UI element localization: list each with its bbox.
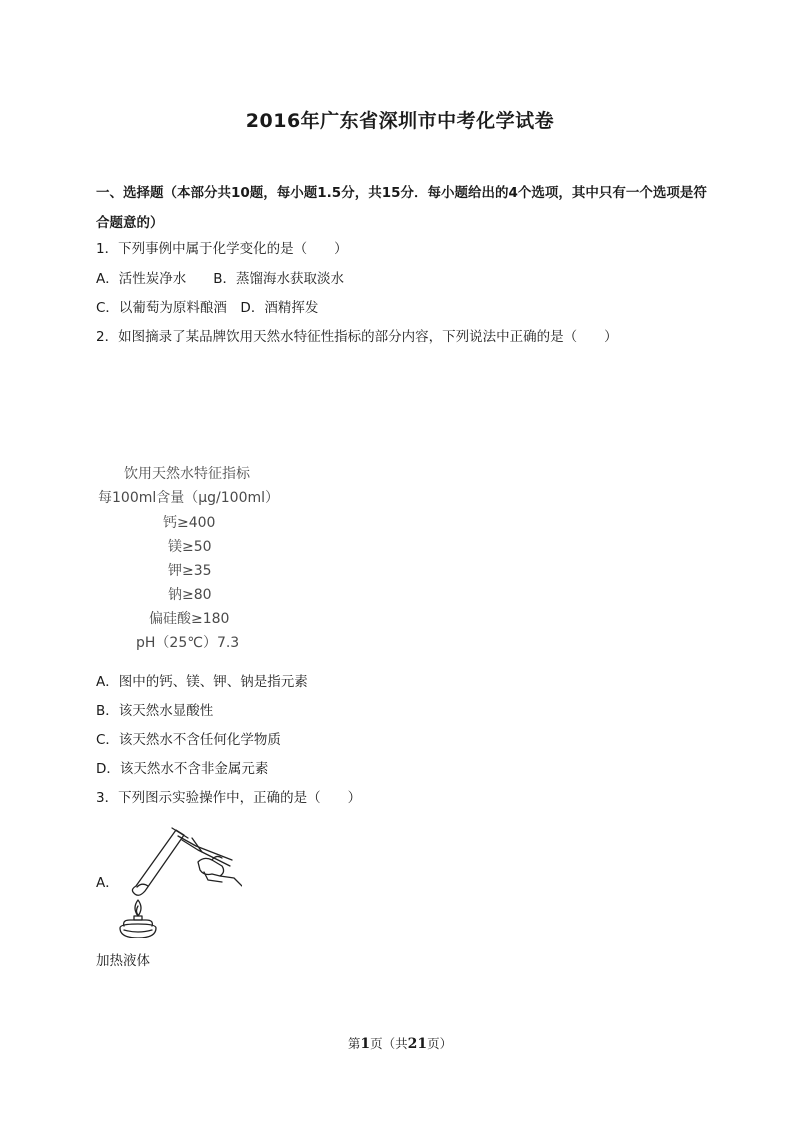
water-label-calcium: 钙≥400 <box>163 515 216 531</box>
question-1-options-ab: A．活性炭净水 B．蒸馏海水获取淡水 <box>96 271 344 287</box>
water-label-metasilicic: 偏硅酸≥180 <box>149 611 230 627</box>
question-1-stem: 1．下列事例中属于化学变化的是（ ） <box>96 241 348 257</box>
footer-page-number: 1 <box>360 1036 371 1052</box>
heating-liquid-illustration <box>112 816 242 938</box>
question-1-options-cd: C．以葡萄为原料酿酒 D．酒精挥发 <box>96 300 319 316</box>
question-3-option-a-caption: 加热液体 <box>96 953 150 969</box>
page-title: 2016年广东省深圳市中考化学试卷 <box>245 110 555 132</box>
page-footer <box>0 1034 800 1052</box>
question-3-option-a-label: A． <box>96 875 119 891</box>
question-2-option-c: C．该天然水不含任何化学物质 <box>96 732 281 748</box>
water-label-title: 饮用天然水特征指标 <box>124 466 250 482</box>
question-2-option-a: A．图中的钙、镁、钾、钠是指元素 <box>96 674 308 690</box>
water-label-potassium: 钾≥35 <box>168 563 212 579</box>
footer-suffix: 页） <box>427 1036 453 1051</box>
footer-prefix: 第 <box>347 1036 361 1051</box>
water-label-sodium: 钠≥80 <box>168 587 212 603</box>
question-2-stem: 2．如图摘录了某品牌饮用天然水特征性指标的部分内容，下列说法中正确的是（ ） <box>96 329 618 345</box>
water-label-unit: 每100ml含量（μg/100ml） <box>98 490 280 506</box>
footer-middle: 页（共 <box>370 1036 408 1051</box>
section-heading: 一、选择题（本部分共10题，每小题1.5分，共15分．每小题给出的4个选项，其中只有一个选项是符合题意的） <box>96 185 707 231</box>
question-2-option-b: B．该天然水显酸性 <box>96 703 214 719</box>
water-label-magnesium: 镁≥50 <box>168 539 212 555</box>
water-label-ph: pH（25℃）7.3 <box>136 635 240 651</box>
footer-total-pages: 21 <box>407 1036 428 1052</box>
question-3-stem: 3．下列图示实验操作中，正确的是（ ） <box>96 790 362 806</box>
question-2-option-d: D．该天然水不含非金属元素 <box>96 761 269 777</box>
